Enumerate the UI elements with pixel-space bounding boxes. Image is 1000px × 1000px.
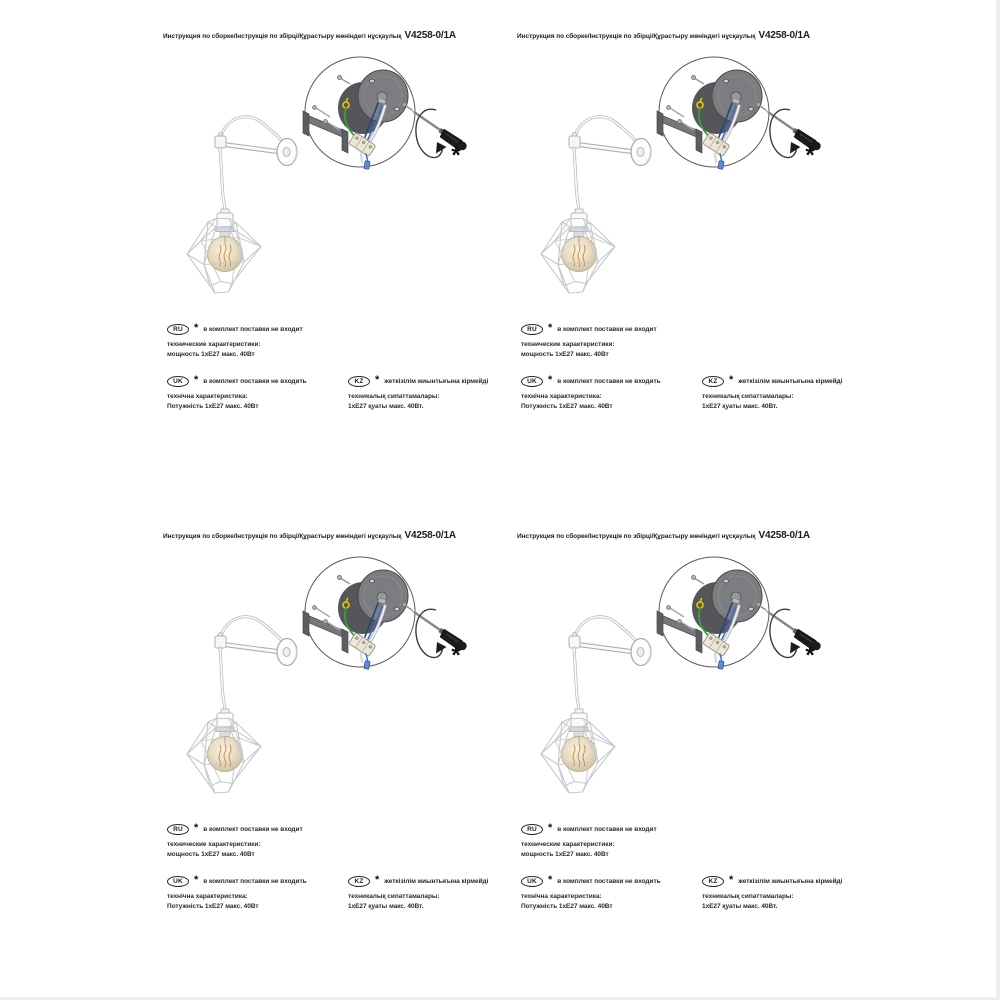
lang-section-uk bbox=[521, 375, 671, 411]
not-included-note-ru: в комплект поставки не входит bbox=[557, 325, 657, 333]
lamp-arm bbox=[574, 144, 635, 152]
lang-badge-uk: UK bbox=[521, 376, 543, 387]
cord-loop bbox=[221, 617, 282, 641]
wire-connector bbox=[364, 161, 370, 170]
asterisk-mark: * bbox=[194, 322, 199, 334]
spec-title-uk: технічна характеристика: bbox=[167, 893, 248, 900]
assembly-illustration bbox=[494, 550, 848, 830]
lang-badge-uk: UK bbox=[167, 876, 189, 887]
hanging-cord bbox=[220, 648, 225, 713]
canopy-hole bbox=[724, 79, 729, 83]
spec-block-kz bbox=[348, 392, 498, 411]
lang-row bbox=[348, 375, 498, 387]
lang-row bbox=[521, 375, 671, 387]
elbow-clamp bbox=[569, 133, 580, 149]
lang-section-kz bbox=[348, 375, 498, 411]
spec-value-kz: 1xE27 қуаты макс. 40Вт. bbox=[348, 402, 424, 410]
lang-section-kz bbox=[348, 875, 498, 911]
product-code: V4258-0/1A bbox=[758, 530, 810, 541]
page-title bbox=[163, 530, 456, 541]
not-included-note-kz: жеткізілім жиынтығына кірмейді bbox=[384, 877, 489, 885]
canopy-hole bbox=[370, 79, 375, 83]
not-included-note-kz: жеткізілім жиынтығына кірмейді bbox=[384, 377, 489, 385]
lang-section-kz bbox=[702, 875, 852, 911]
lang-badge-kz: KZ bbox=[348, 876, 370, 887]
spec-block-uk bbox=[167, 392, 317, 411]
title-text: Инструкция по сборке/Інструкція по збірці/Құрастыру жөніндегі нұсқаулық bbox=[517, 33, 756, 40]
wall-lamp-drawing bbox=[541, 617, 651, 793]
hanging-cord bbox=[220, 148, 225, 213]
lang-badge-ru: RU bbox=[521, 324, 543, 335]
lang-badge-kz: KZ bbox=[348, 376, 370, 387]
spec-value-uk: Потужність 1xE27 макс. 40Вт bbox=[521, 902, 613, 910]
mounting-detail-inset bbox=[303, 57, 415, 169]
title-text: Инструкция по сборке/Інструкція по збірці/Құрастыру жөніндегі нұсқаулық bbox=[163, 533, 402, 540]
spec-value-ru: мощность 1xE27 макс. 40Вт bbox=[167, 850, 255, 858]
lamp-arm bbox=[574, 644, 635, 652]
asterisk-mark: * bbox=[729, 874, 734, 886]
lang-section-ru bbox=[167, 823, 317, 859]
spec-title-kz: техникалық сипаттамалары: bbox=[702, 893, 794, 900]
lang-row bbox=[521, 875, 671, 887]
lang-row bbox=[167, 375, 317, 387]
light-bulb bbox=[562, 737, 597, 772]
canopy-hole bbox=[395, 107, 400, 111]
asterisk-mark: * bbox=[548, 874, 553, 886]
page-title bbox=[517, 530, 810, 541]
not-included-note-ru: в комплект поставки не входит bbox=[203, 825, 303, 833]
canopy-hole bbox=[395, 607, 400, 611]
not-included-note-kz: жеткізілім жиынтығына кірмейді bbox=[738, 877, 843, 885]
spec-title-ru: технические характеристики: bbox=[521, 841, 615, 848]
canopy-hole bbox=[749, 607, 754, 611]
lang-section-ru bbox=[167, 323, 317, 359]
lang-badge-kz: KZ bbox=[702, 376, 724, 387]
spec-block-uk bbox=[167, 892, 317, 911]
spec-title-ru: технические характеристики: bbox=[521, 341, 615, 348]
hanging-cord bbox=[574, 648, 579, 713]
spec-title-uk: технічна характеристика: bbox=[167, 393, 248, 400]
lang-badge-uk: UK bbox=[167, 376, 189, 387]
mounting-detail-inset bbox=[657, 557, 769, 669]
wall-plate bbox=[631, 639, 651, 666]
lang-section-ru bbox=[521, 323, 671, 359]
quadrant-top-left bbox=[140, 20, 494, 520]
wall-plate bbox=[277, 639, 297, 666]
page-title bbox=[517, 30, 810, 41]
not-included-note-uk: в комплект поставки не входить bbox=[557, 877, 661, 885]
lang-badge-uk: UK bbox=[521, 876, 543, 887]
spec-value-ru: мощность 1xE27 макс. 40Вт bbox=[521, 850, 609, 858]
asterisk-mark: * bbox=[729, 374, 734, 386]
light-bulb bbox=[208, 237, 243, 272]
cord-loop bbox=[575, 617, 636, 641]
not-included-asterisk: * bbox=[451, 642, 461, 669]
asterisk-mark: * bbox=[375, 874, 380, 886]
light-bulb bbox=[208, 737, 243, 772]
elbow-clamp bbox=[215, 133, 226, 149]
lang-badge-ru: RU bbox=[521, 824, 543, 835]
canopy-hole bbox=[370, 579, 375, 583]
spec-title-kz: техникалық сипаттамалары: bbox=[348, 893, 440, 900]
hanging-cord bbox=[574, 148, 579, 213]
wall-plate bbox=[277, 139, 297, 166]
lang-row bbox=[521, 823, 671, 835]
product-code: V4258-0/1A bbox=[758, 30, 810, 41]
not-included-asterisk: * bbox=[805, 142, 815, 169]
spec-value-uk: Потужність 1xE27 макс. 40Вт bbox=[167, 902, 259, 910]
canopy-hole bbox=[749, 107, 754, 111]
spec-value-kz: 1xE27 қуаты макс. 40Вт. bbox=[348, 902, 424, 910]
lang-section-uk bbox=[167, 875, 317, 911]
spec-value-ru: мощность 1xE27 макс. 40Вт bbox=[167, 350, 255, 358]
page-title bbox=[163, 30, 456, 41]
lang-section-kz bbox=[702, 375, 852, 411]
spec-block-ru bbox=[167, 340, 317, 359]
spec-title-uk: технічна характеристика: bbox=[521, 893, 602, 900]
wire-connector bbox=[718, 661, 724, 670]
spec-block-uk bbox=[521, 892, 671, 911]
quadrant-bottom-right bbox=[494, 520, 848, 1000]
product-code: V4258-0/1A bbox=[404, 530, 456, 541]
lamp-arm bbox=[220, 644, 281, 652]
asterisk-mark: * bbox=[548, 822, 553, 834]
asterisk-mark: * bbox=[375, 374, 380, 386]
asterisk-mark: * bbox=[194, 874, 199, 886]
wire-connector bbox=[364, 661, 370, 670]
spec-title-ru: технические характеристики: bbox=[167, 841, 261, 848]
spec-title-kz: техникалық сипаттамалары: bbox=[348, 393, 440, 400]
spec-title-kz: техникалық сипаттамалары: bbox=[702, 393, 794, 400]
not-included-note-uk: в комплект поставки не входить bbox=[203, 877, 307, 885]
asterisk-mark: * bbox=[548, 374, 553, 386]
wire-connector bbox=[718, 161, 724, 170]
instruction-page bbox=[494, 520, 848, 1000]
not-included-note-kz: жеткізілім жиынтығына кірмейді bbox=[738, 377, 843, 385]
assembly-illustration bbox=[494, 50, 848, 330]
spec-block-ru bbox=[521, 840, 671, 859]
lang-row bbox=[702, 375, 852, 387]
lang-section-uk bbox=[167, 375, 317, 411]
product-code: V4258-0/1A bbox=[404, 30, 456, 41]
lang-row bbox=[348, 875, 498, 887]
asterisk-mark: * bbox=[194, 374, 199, 386]
wall-lamp-drawing bbox=[541, 117, 651, 293]
spec-block-kz bbox=[348, 892, 498, 911]
not-included-note-ru: в комплект поставки не входит bbox=[203, 325, 303, 333]
not-included-note-uk: в комплект поставки не входить bbox=[557, 377, 661, 385]
assembly-illustration bbox=[140, 50, 494, 330]
spec-title-uk: технічна характеристика: bbox=[521, 393, 602, 400]
elbow-clamp bbox=[215, 633, 226, 649]
cord-loop bbox=[221, 117, 282, 141]
cord-loop bbox=[575, 117, 636, 141]
lang-row bbox=[702, 875, 852, 887]
lang-badge-kz: KZ bbox=[702, 876, 724, 887]
lang-badge-ru: RU bbox=[167, 824, 189, 835]
spec-value-uk: Потужність 1xE27 макс. 40Вт bbox=[167, 402, 259, 410]
not-included-asterisk: * bbox=[451, 142, 461, 169]
instruction-page bbox=[494, 20, 848, 520]
elbow-clamp bbox=[569, 633, 580, 649]
spec-value-ru: мощность 1xE27 макс. 40Вт bbox=[521, 350, 609, 358]
lamp-arm bbox=[220, 144, 281, 152]
light-bulb bbox=[562, 237, 597, 272]
spec-value-uk: Потужність 1xE27 макс. 40Вт bbox=[521, 402, 613, 410]
quadrant-bottom-left bbox=[140, 520, 494, 1000]
spec-title-ru: технические характеристики: bbox=[167, 341, 261, 348]
quadrant-top-right bbox=[494, 20, 848, 520]
wall-lamp-drawing bbox=[187, 117, 297, 293]
spec-value-kz: 1xE27 қуаты макс. 40Вт. bbox=[702, 902, 778, 910]
lang-row bbox=[167, 823, 317, 835]
lang-row bbox=[521, 323, 671, 335]
spec-value-kz: 1xE27 қуаты макс. 40Вт. bbox=[702, 402, 778, 410]
wall-plate bbox=[631, 139, 651, 166]
asterisk-mark: * bbox=[548, 322, 553, 334]
spec-block-uk bbox=[521, 392, 671, 411]
lang-badge-ru: RU bbox=[167, 324, 189, 335]
lang-row bbox=[167, 323, 317, 335]
mounting-detail-inset bbox=[303, 557, 415, 669]
spec-block-kz bbox=[702, 892, 852, 911]
lang-section-ru bbox=[521, 823, 671, 859]
title-text: Инструкция по сборке/Інструкція по збірці/Құрастыру жөніндегі нұсқаулық bbox=[163, 33, 402, 40]
not-included-note-uk: в комплект поставки не входить bbox=[203, 377, 307, 385]
instruction-page bbox=[140, 20, 494, 520]
wall-lamp-drawing bbox=[187, 617, 297, 793]
spec-block-kz bbox=[702, 392, 852, 411]
spec-block-ru bbox=[167, 840, 317, 859]
lang-row bbox=[167, 875, 317, 887]
asterisk-mark: * bbox=[194, 822, 199, 834]
lang-section-uk bbox=[521, 875, 671, 911]
canopy-hole bbox=[724, 579, 729, 583]
assembly-illustration bbox=[140, 550, 494, 830]
not-included-note-ru: в комплект поставки не входит bbox=[557, 825, 657, 833]
mounting-detail-inset bbox=[657, 57, 769, 169]
title-text: Инструкция по сборке/Інструкція по збірці/Құрастыру жөніндегі нұсқаулық bbox=[517, 533, 756, 540]
spec-block-ru bbox=[521, 340, 671, 359]
not-included-asterisk: * bbox=[805, 642, 815, 669]
instruction-page bbox=[140, 520, 494, 1000]
